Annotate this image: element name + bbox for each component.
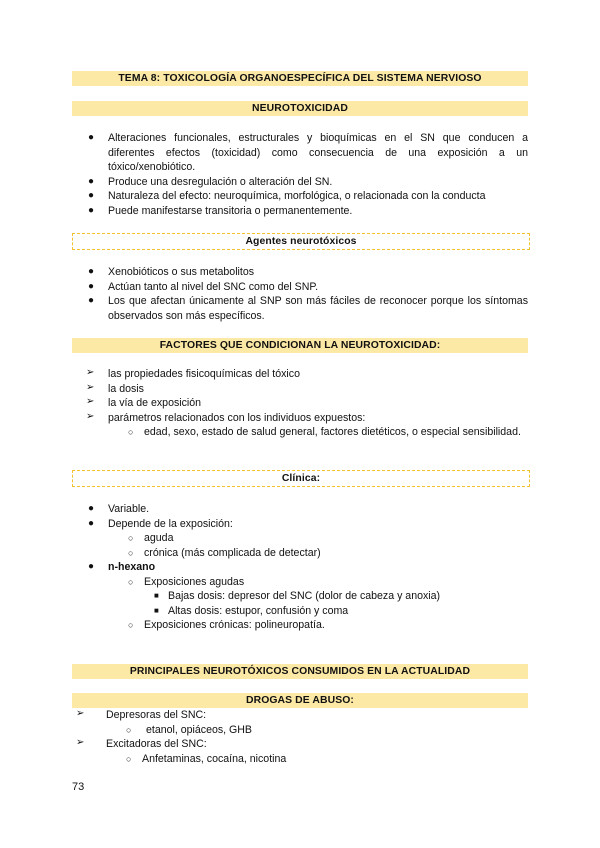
neurotoxicidad-list <box>72 131 528 218</box>
list-item: ➢ las propiedades fisicoquímicas del tóxico <box>86 367 300 380</box>
sub-sub-list-item: ■ Altas dosis: estupor, confusión y coma <box>154 604 349 617</box>
list-item: ● Actúan tanto al nivel del SNC como del SNP. <box>88 280 319 293</box>
list-item: ● n-hexano ○ Exposiciones agudas ■ Bajas dosis: depresor del SNC (dolor de cabeza y anoxia) ■ Altas dosis: estupor, confusión y coma ○ Exposiciones crónicas: polineuropatía. <box>72 560 528 633</box>
sub-list-item: ○ aguda <box>128 532 174 544</box>
page-title: TEMA 8: TOXICOLOGÍA ORGANOESPECÍFICA DEL SISTEMA NERVIOSO <box>72 71 528 86</box>
sub-list-item: ○ Anfetaminas, cocaína, nicotina <box>126 752 287 765</box>
factores-list <box>72 367 528 440</box>
sub-list-item: ○ crónica (más complicada de detectar) <box>128 546 321 559</box>
sub-list-item: ○ Exposiciones agudas ■ Bajas dosis: depresor del SNC (dolor de cabeza y anoxia) ■ Altas dosis: estupor, confusión y coma <box>108 575 528 619</box>
list-item: ● Los que afectan únicamente al SNP son más fáciles de reconocer porque los síntomas observados son más específicos. <box>88 295 528 322</box>
clinica-list <box>72 502 528 633</box>
drogas-list <box>72 708 528 766</box>
drogas-heading: DROGAS DE ABUSO: <box>72 693 528 708</box>
list-item: ● Naturaleza del efecto: neuroquímica, morfológica, o relacionada con la conducta <box>88 190 486 202</box>
neurotoxicidad-heading: NEUROTOXICIDAD <box>72 101 528 116</box>
list-item: ● Xenobióticos o sus metabolitos <box>88 266 255 278</box>
principales-heading: PRINCIPALES NEUROTÓXICOS CONSUMIDOS EN LA ACTUALIDAD <box>72 664 528 679</box>
sub-list-item: ○ etanol, opiáceos, GHB <box>126 723 252 736</box>
list-item: ➢ Depresoras del SNC: ○ etanol, opiáceos, GHB <box>72 708 528 737</box>
list-item: ● Variable. <box>88 503 150 515</box>
list-item: ● Alteraciones funcionales, estructurales y bioquímicas en el SN que conducen a diferentes efectos (toxicidad) como consecuencia de una exposición a un tóxico/xenobiótico. <box>88 132 528 173</box>
page-number: 73 <box>72 781 85 793</box>
agentes-heading: Agentes neurotóxicos <box>72 233 530 250</box>
list-item: ● Depende de la exposición: ○ aguda ○ crónica (más complicada de detectar) <box>72 517 528 561</box>
agentes-list <box>72 265 528 323</box>
list-item: ➢ parámetros relacionados con los individuos expuestos: ○ edad, sexo, estado de salud general, factores dietéticos, o especial sensibilidad. <box>72 411 528 440</box>
list-item: ● Puede manifestarse transitoria o permanentemente. <box>88 204 353 217</box>
list-item: ● Produce una desregulación o alteración del SN. <box>88 175 333 188</box>
sub-sub-list-item: ■ Bajas dosis: depresor del SNC (dolor de cabeza y anoxia) <box>154 590 441 602</box>
factores-heading: FACTORES QUE CONDICIONAN LA NEUROTOXICIDAD: <box>72 338 528 353</box>
list-item: ➢ la vía de exposición <box>86 396 202 409</box>
list-item: ➢ la dosis <box>86 381 144 395</box>
sub-list-item: ○ Exposiciones crónicas: polineuropatía. <box>128 619 325 631</box>
sub-list-item: ○ edad, sexo, estado de salud general, factores dietéticos, o especial sensibilidad. <box>128 426 521 438</box>
list-item: ➢ Excitadoras del SNC: ○ Anfetaminas, cocaína, nicotina <box>72 737 528 766</box>
clinica-heading: Clínica: <box>72 470 530 487</box>
